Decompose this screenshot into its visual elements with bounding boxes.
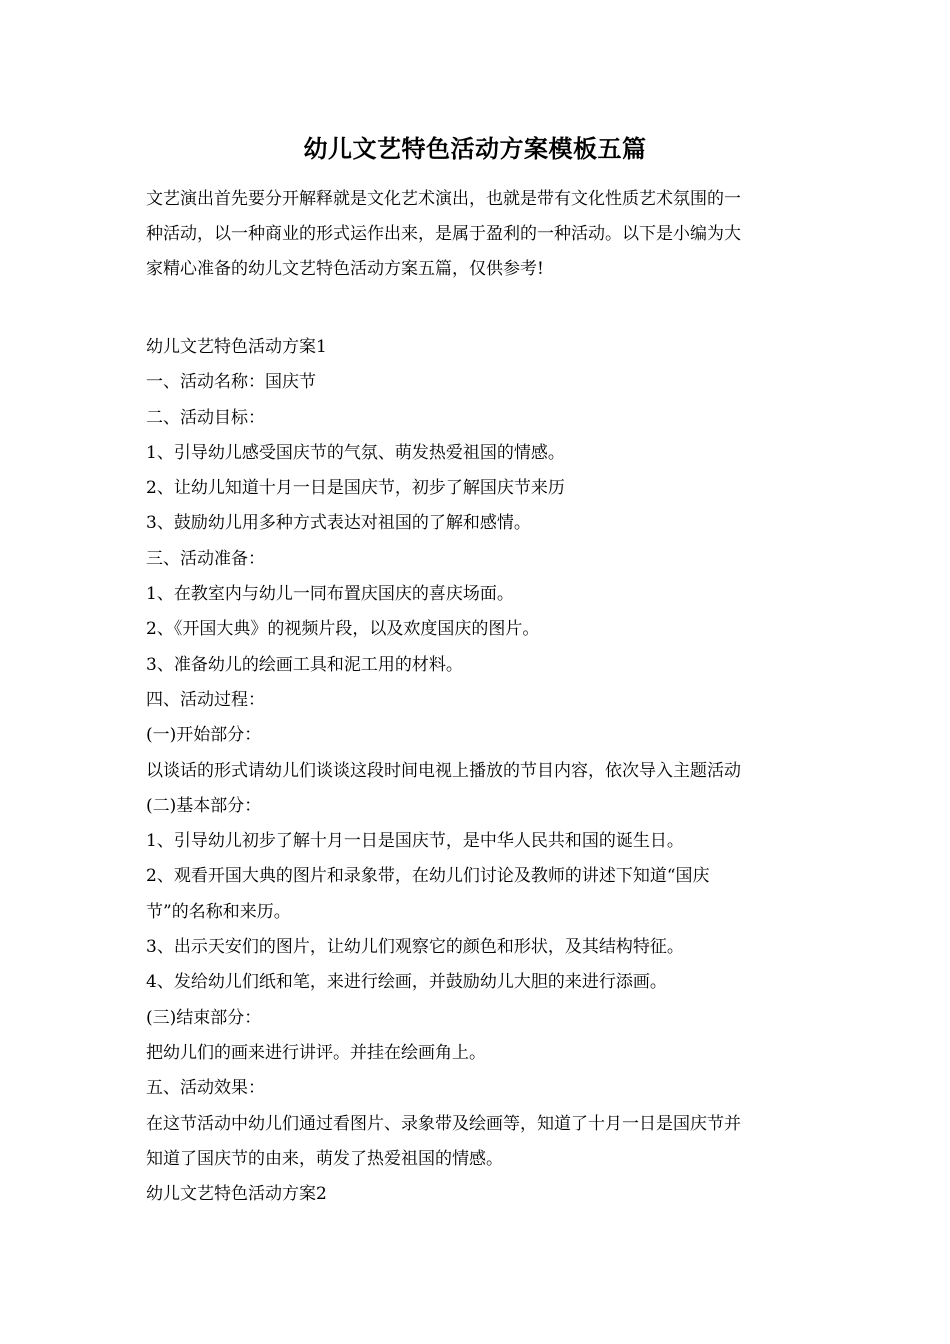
- text-line: 知道了国庆节的由来，萌发了热爱祖国的情感。: [146, 1148, 503, 1169]
- document-body: [146, 330, 812, 1212]
- intro-line: 种活动，以一种商业的形式运作出来，是属于盈利的一种活动。以下是小编为大: [146, 224, 741, 244]
- section-heading: 幼儿文艺特色活动方案1: [146, 337, 327, 357]
- text-line: 2、《开国大典》的视频片段，以及欢度国庆的图片。: [146, 619, 540, 640]
- text-line: 二、活动目标：: [146, 407, 265, 428]
- text-line: 1、引导幼儿感受国庆节的气氛、萌发热爱祖国的情感。: [146, 442, 565, 463]
- intro-paragraph: [146, 182, 812, 287]
- intro-line: 家精心准备的幼儿文艺特色活动方案五篇，仅供参考!: [146, 259, 544, 279]
- text-line: 2、观看开国大典的图片和录象带，在幼儿们讨论及教师的讲述下知道“国庆: [146, 866, 710, 887]
- section-heading: 幼儿文艺特色活动方案2: [146, 1184, 327, 1205]
- text-line: (三)结束部分：: [146, 1007, 262, 1028]
- intro-line: 文艺演出首先要分开解释就是文化艺术演出，也就是带有文化性质艺术氛围的一: [146, 189, 741, 209]
- text-line: 节”的名称和来历。: [146, 901, 291, 922]
- text-line: 1、引导幼儿初步了解十月一日是国庆节，是中华人民共和国的诞生日。: [146, 831, 684, 852]
- text-line: 3、鼓励幼儿用多种方式表达对祖国的了解和感情。: [146, 513, 531, 534]
- text-line: 4、发给幼儿们纸和笔，来进行绘画，并鼓励幼儿大胆的来进行添画。: [146, 972, 667, 993]
- text-line: (一)开始部分：: [146, 725, 262, 746]
- text-line: 2、让幼儿知道十月一日是国庆节，初步了解国庆节来历: [146, 478, 565, 499]
- text-line: 在这节活动中幼儿们通过看图片、录象带及绘画等，知道了十月一日是国庆节并: [146, 1113, 741, 1134]
- text-line: 3、准备幼儿的绘画工具和泥工用的材料。: [146, 654, 463, 675]
- text-line: 把幼儿们的画来进行讲评。并挂在绘画角上。: [146, 1042, 486, 1063]
- text-line: 一、活动名称：国庆节: [146, 372, 316, 393]
- text-line: (二)基本部分：: [146, 795, 262, 816]
- text-line: 五、活动效果：: [146, 1078, 265, 1099]
- text-line: 3、出示天安们的图片，让幼儿们观察它的颜色和形状，及其结构特征。: [146, 937, 684, 958]
- text-line: 三、活动准备：: [146, 548, 265, 569]
- text-line: 以谈话的形式请幼儿们谈谈这段时间电视上播放的节目内容，依次导入主题活动: [146, 760, 741, 781]
- document-title: 幼儿文艺特色活动方案模板五篇: [303, 134, 647, 163]
- text-line: 1、在教室内与幼儿一同布置庆国庆的喜庆场面。: [146, 584, 514, 605]
- text-line: 四、活动过程：: [146, 689, 265, 710]
